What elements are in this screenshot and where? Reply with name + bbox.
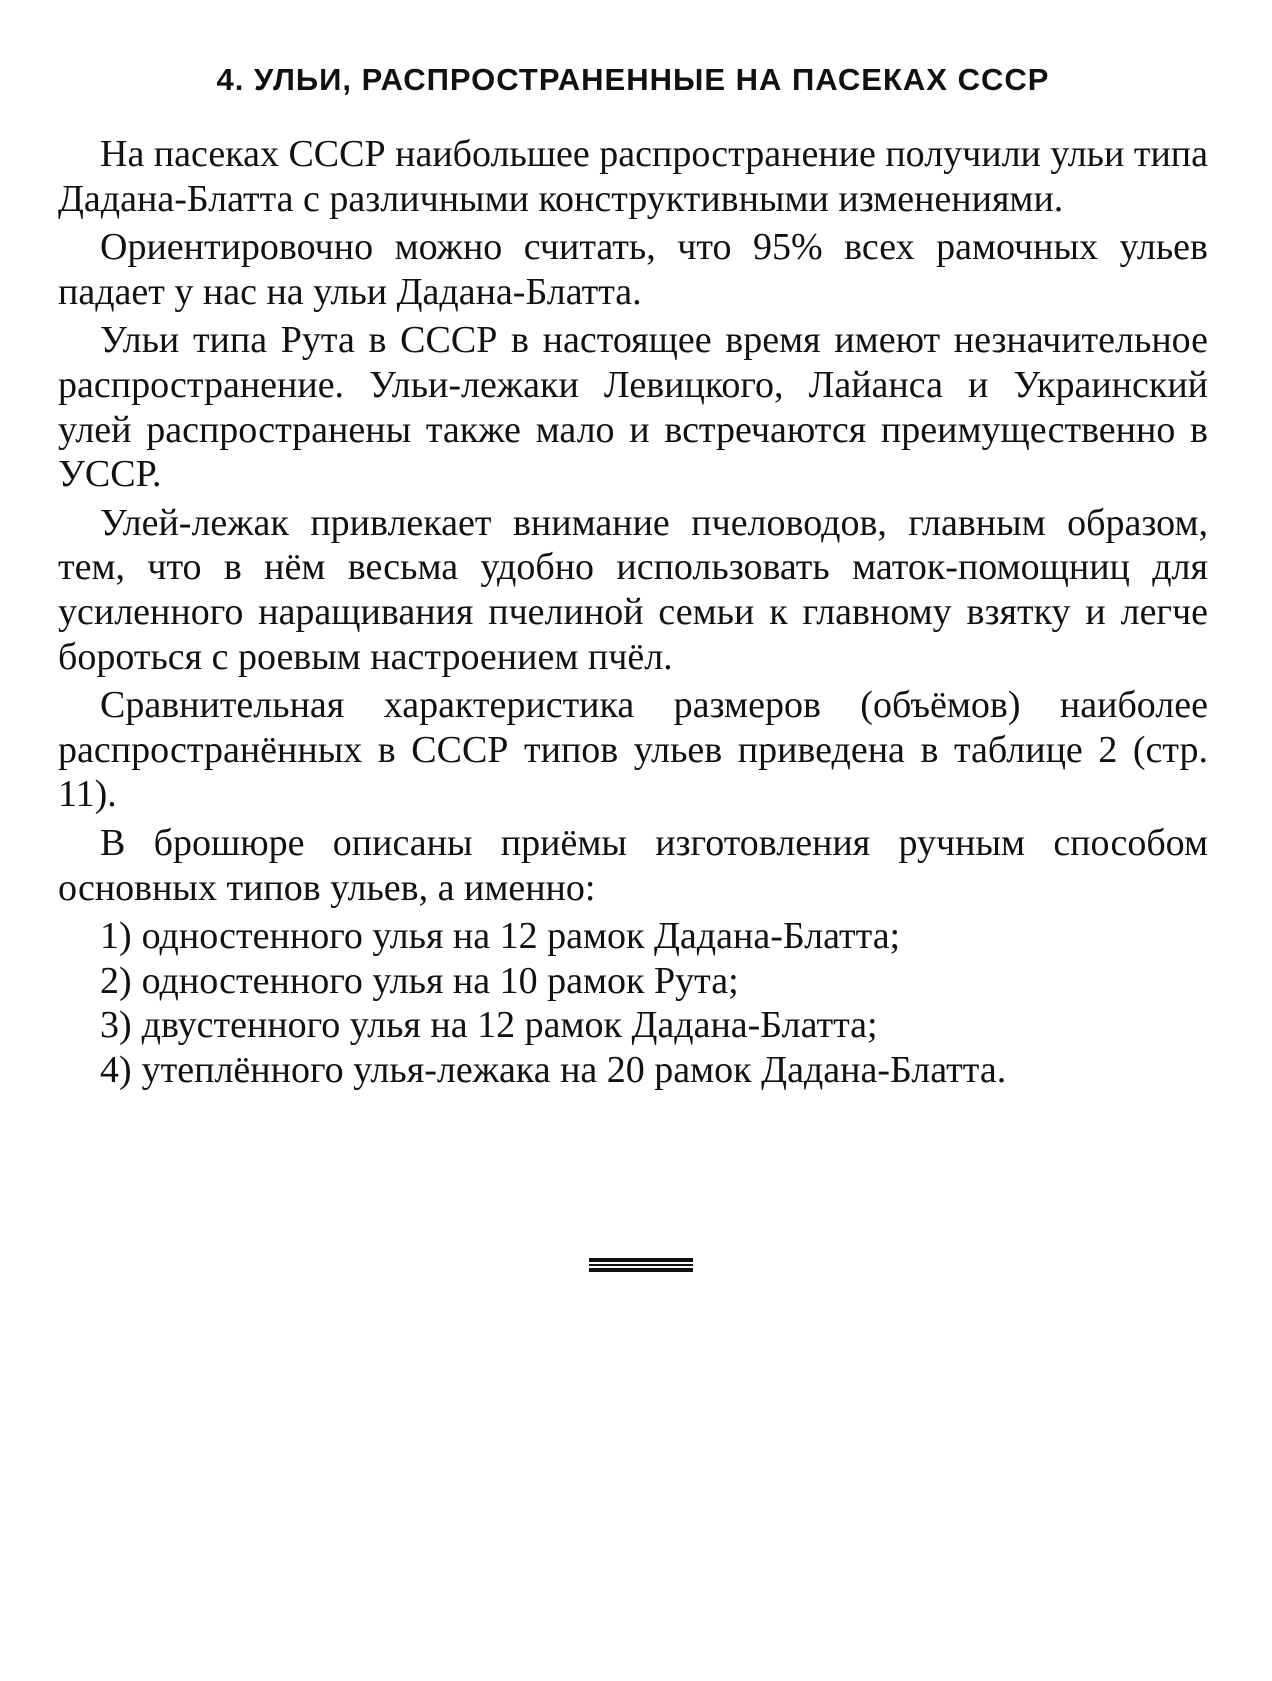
list-item-number: 3): [100, 1004, 132, 1047]
list-item: [58, 914, 1208, 959]
paragraph: Ориентировочно можно считать, что 95% всех рамочных ульев падает у нас на ульи Дадана-Блатта.: [58, 226, 1208, 313]
hive-types-list: [58, 914, 1208, 1092]
paragraph: Улей-лежак привлекает внимание пчеловодов, главным образом, тем, что в нём весьма удобно использовать маток-помощниц для усиленного наращивания пчелиной семьи к главному взятку и легче бороться с роевым настроением пчёл.: [58, 501, 1208, 678]
document-page: [58, 60, 1208, 1092]
list-item-text: одностенного улья на 10 рамок Рута;: [141, 959, 739, 1002]
section-title: 4. УЛЬИ, РАСПРОСТРАНЕННЫЕ НА ПАСЕКАХ СССР: [216, 62, 1050, 97]
paragraph: В брошюре описаны приёмы изготовления ручным способом основных типов ульев, а именно:: [58, 821, 1208, 909]
list-item-number: 4): [100, 1048, 132, 1091]
list-item: [58, 959, 1208, 1004]
list-item: [58, 1048, 1208, 1093]
list-item-number: 1): [100, 915, 132, 958]
paragraph: На пасеках СССР наибольшее распространение получили ульи типа Дадана-Блатта с различными конструктивными изменениями.: [58, 133, 1208, 220]
list-item-text: одностенного улья на 12 рамок Дадана-Блатта;: [141, 915, 901, 958]
end-of-section-rule: [589, 1258, 693, 1272]
list-item-text: утеплённого улья-лежака на 20 рамок Дадана-Блатта.: [141, 1048, 1007, 1091]
list-item-number: 2): [100, 959, 132, 1002]
list-item-text: двустенного улья на 12 рамок Дадана-Блатта;: [141, 1004, 878, 1047]
list-item: [58, 1003, 1208, 1048]
paragraph: Ульи типа Рута в СССР в настоящее время имеют незначительное распространение. Ульи-лежаки Левицкого, Лайанса и Украинский улей распространены также мало и встречаются преимущественно в УССР.: [58, 319, 1208, 496]
paragraph: Сравнительная характеристика размеров (объёмов) наиболее распространённых в СССР типов ульев приведена в таблице 2 (стр. 11).: [58, 684, 1208, 816]
